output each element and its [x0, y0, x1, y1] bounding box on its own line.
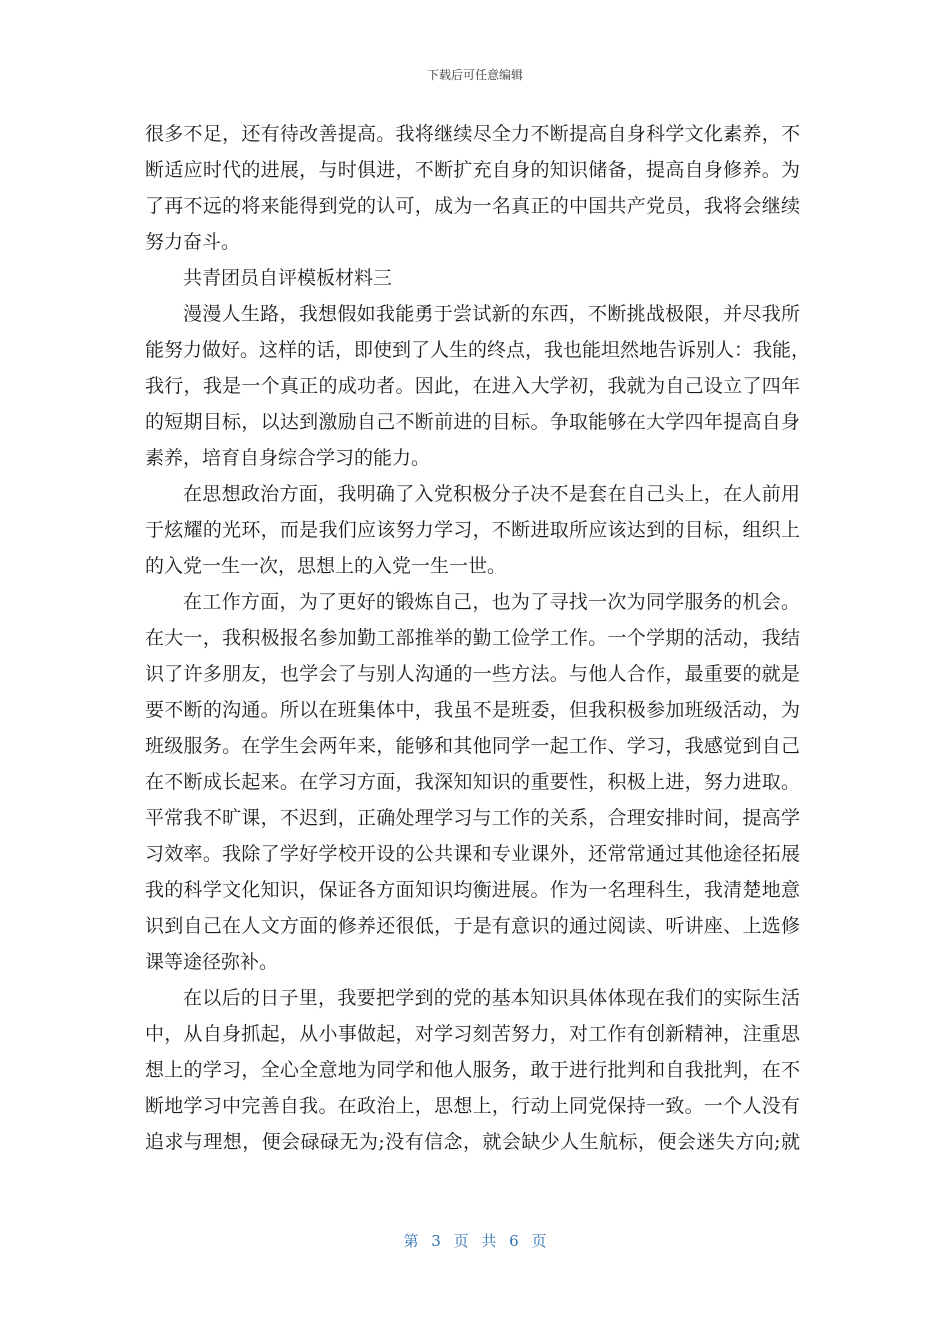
text-line: 要不断的沟通。所以在班集体中，我虽不是班委，但我积极参加班级活动，为	[145, 699, 800, 721]
text-line: 于炫耀的光环，而是我们应该努力学习，不断进取所应该达到的目标，组织上	[145, 519, 800, 541]
text-line: 识到自己在人文方面的修养还很低，于是有意识的通过阅读、听讲座、上选修	[145, 915, 800, 937]
text-line: 在以后的日子里，我要把学到的党的基本知识具体体现在我们的实际生活	[183, 987, 800, 1009]
text-line: 断地学习中完善自我。在政治上，思想上，行动上同党保持一致。一个人没有	[145, 1095, 800, 1117]
text-line: 我的科学文化知识，保证各方面知识均衡进展。作为一名理科生，我清楚地意	[145, 879, 800, 901]
text-line: 在思想政治方面，我明确了入党积极分子决不是套在自己头上，在人前用	[183, 483, 800, 505]
text-line: 想上的学习，全心全意地为同学和他人服务，敢于进行批判和自我批判，在不	[145, 1059, 800, 1081]
text-line: 习效率。我除了学好学校开设的公共课和专业课外，还常常通过其他途径拓展	[145, 843, 800, 865]
text-line: 中，从自身抓起，从小事做起，对学习刻苦努力，对工作有创新精神，注重思	[145, 1023, 800, 1045]
text-line: 班级服务。在学生会两年来，能够和其他同学一起工作、学习，我感觉到自己	[145, 735, 800, 757]
text-line: 了再不远的将来能得到党的认可，成为一名真正的中国共产党员，我将会继续	[145, 195, 800, 217]
text-line: 断适应时代的进展，与时俱进，不断扩充自身的知识储备，提高自身修养。为	[145, 159, 800, 181]
page-footer: 第 3 页 共 6 页	[403, 1232, 547, 1250]
text-line: 在工作方面，为了更好的锻炼自己，也为了寻找一次为同学服务的机会。	[183, 591, 800, 613]
text-line: 很多不足，还有待改善提高。我将继续尽全力不断提高自身科学文化素养，不	[145, 123, 800, 145]
page-header: 下载后可任意编辑	[426, 68, 523, 82]
text-line: 共青团员自评模板材料三	[183, 267, 393, 289]
text-line: 的入党一生一次，思想上的入党一生一世。	[145, 555, 507, 577]
document-body	[145, 116, 811, 1160]
text-line: 追求与理想，便会碌碌无为;没有信念，就会缺少人生航标，便会迷失方向;就	[145, 1131, 800, 1153]
text-line: 能努力做好。这样的话，即使到了人生的终点，我也能坦然地告诉别人：我能，	[145, 339, 811, 361]
text-line: 漫漫人生路，我想假如我能勇于尝试新的东西，不断挑战极限，并尽我所	[183, 303, 800, 325]
text-line: 在大一，我积极报名参加勤工部推举的勤工俭学工作。一个学期的活动，我结	[145, 627, 800, 649]
text-line: 识了许多朋友，也学会了与别人沟通的一些方法。与他人合作，最重要的就是	[145, 663, 800, 685]
text-line: 平常我不旷课，不迟到，正确处理学习与工作的关系，合理安排时间，提高学	[145, 807, 800, 829]
text-line: 我行，我是一个真正的成功者。因此，在进入大学初，我就为自己设立了四年	[145, 375, 800, 397]
text-line: 素养，培育自身综合学习的能力。	[145, 447, 431, 469]
text-line: 在不断成长起来。在学习方面，我深知知识的重要性，积极上进，努力进取。	[145, 771, 800, 793]
text-line: 的短期目标，以达到激励自己不断前进的目标。争取能够在大学四年提高自身	[145, 411, 800, 433]
text-line: 努力奋斗。	[145, 231, 241, 253]
text-line: 课等途径弥补。	[145, 951, 279, 973]
